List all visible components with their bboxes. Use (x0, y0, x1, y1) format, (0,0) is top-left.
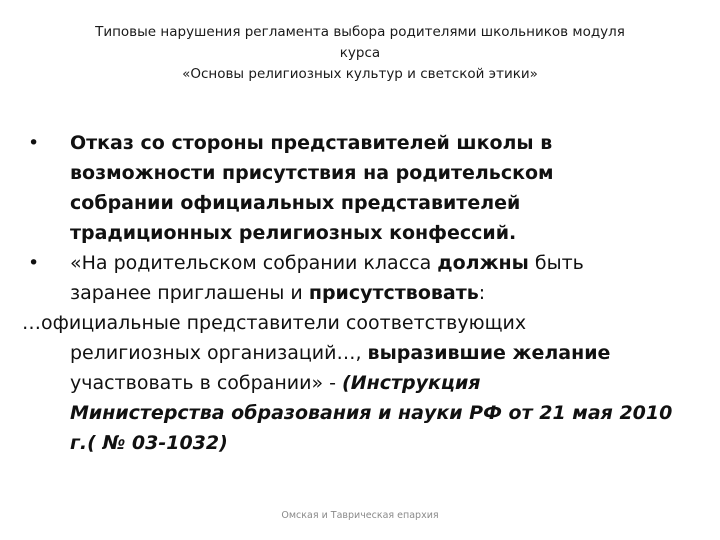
quote-text: участвовать в собрании» - (70, 372, 343, 394)
quote-line-1: …официальные представители соответствующих (22, 312, 527, 334)
bullet2-bold-attend: присутствовать (308, 282, 479, 304)
title-line-3: «Основы религиозных культур и светской этики» (182, 66, 538, 82)
bullet2-bold-must: должны (437, 252, 529, 274)
quote-line-3 (70, 368, 702, 398)
slide-body (22, 128, 702, 458)
bullet2-line-1 (70, 248, 702, 278)
quote-bold-desire: выразившие желание (367, 342, 611, 364)
quote-paragraph (22, 308, 702, 458)
bullet1-line-4: традиционных религиозных конфессий. (70, 222, 517, 244)
slide-footer: Омская и Таврическая епархия (281, 510, 439, 521)
slide-title (40, 22, 680, 85)
bullet2-text: заранее приглашены и (70, 282, 309, 304)
bullet2-text: быть (528, 252, 584, 274)
bullet2-text: : (478, 282, 486, 304)
bullet1-line-1: Отказ со стороны представителей школы в (70, 132, 553, 154)
quote-line-4: Министерства образования и науки РФ от 21 мая 2010 (70, 402, 673, 424)
bullet-icon: • (28, 132, 40, 154)
title-line-1: Типовые нарушения регламента выбора родителями школьников модуля (95, 24, 625, 40)
quote-text: религиозных организаций…, (70, 342, 368, 364)
bullet2-text: «На родительском собрании класса (70, 252, 438, 274)
quote-instruction-start: (Инструкция (342, 372, 481, 394)
bullet-icon: • (28, 252, 40, 274)
title-line-2: курса (339, 45, 381, 61)
bullet-item-2 (22, 248, 702, 308)
bullet2-line-2 (70, 278, 702, 308)
quote-line-2 (70, 338, 702, 368)
bullet1-line-2: возможности присутствия на родительском (70, 162, 554, 184)
bullet1-line-3: собрании официальных представителей (70, 192, 521, 214)
quote-line-5: г.( № 03-1032) (70, 432, 228, 454)
bullet-item-1 (22, 128, 702, 248)
